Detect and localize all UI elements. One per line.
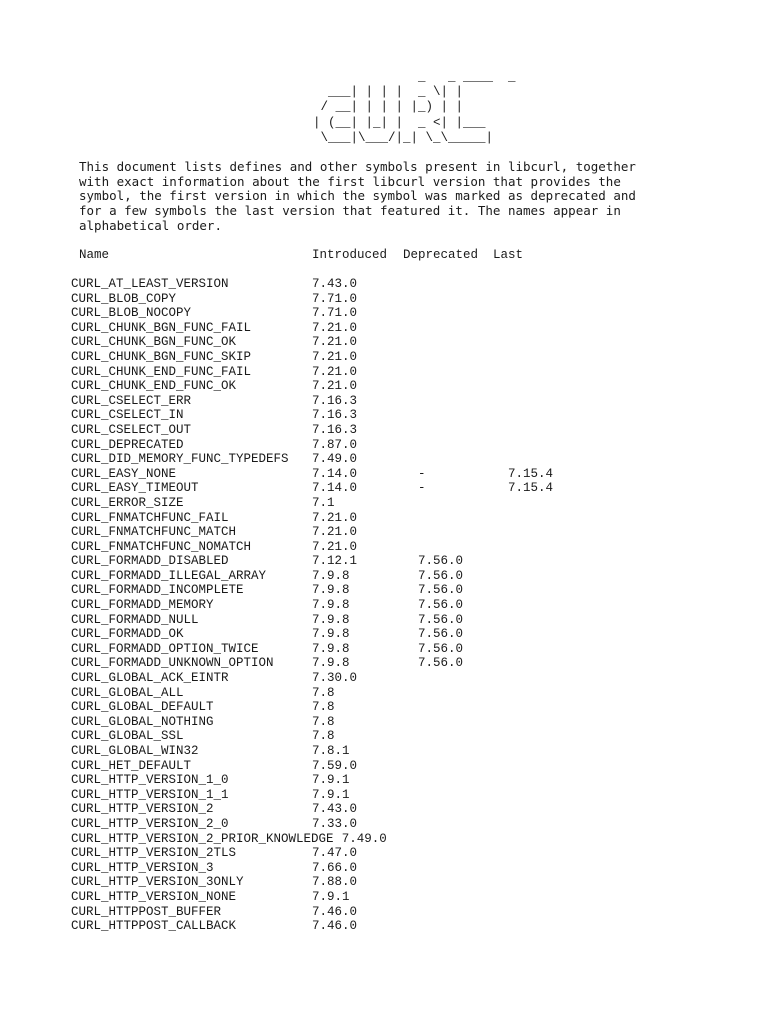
symbol-introduced: 7.43.0 [312, 277, 358, 291]
symbol-deprecated: 7.56.0 [418, 627, 464, 642]
symbol-name: CURL_HTTP_VERSION_2TLS [71, 846, 237, 861]
symbol-introduced: 7.14.0 [312, 466, 358, 481]
symbol-name: CURL_FORMADD_ILLEGAL_ARRAY [71, 568, 267, 583]
symbol-name: CURL_CSELECT_IN [71, 408, 184, 423]
symbol-introduced: 7.9.1 [312, 773, 350, 788]
symbol-name: CURL_AT_LEAST_VERSION [71, 277, 229, 291]
symbol-introduced: 7.71.0 [312, 291, 358, 306]
symbol-name: CURL_CHUNK_BGN_FUNC_FAIL [71, 320, 252, 335]
symbol-name: CURL_FORMADD_UNKNOWN_OPTION [71, 656, 274, 671]
symbol-name: CURL_GLOBAL_DEFAULT [71, 700, 214, 715]
symbol-introduced: 7.66.0 [312, 860, 358, 875]
symbol-name: CURL_HTTP_VERSION_1_0 [71, 773, 229, 788]
curl-ascii-logo: _ _ ____ _ ___| | | | _ \| | / __| | | | |_) | | | (__| |_| | _ <| |___ \___|\___/|_| \_\_____| [313, 70, 516, 145]
column-header-introduced: Introduced [312, 248, 388, 262]
symbol-name: CURL_HTTPPOST_BUFFER [71, 904, 222, 919]
symbol-name: CURL_FORMADD_OK [71, 627, 184, 642]
symbol-introduced: 7.21.0 [312, 364, 358, 379]
symbol-name: CURL_EASY_TIMEOUT [71, 481, 199, 496]
symbol-name: CURL_CSELECT_OUT [71, 422, 192, 437]
symbol-introduced: 7.49.0 [312, 452, 358, 467]
symbol-deprecated: - [418, 481, 426, 496]
symbol-name: CURL_BLOB_COPY [71, 291, 177, 306]
symbol-introduced: 7.9.1 [312, 787, 350, 802]
symbol-name: CURL_GLOBAL_WIN32 [71, 744, 199, 758]
symbol-name: CURL_GLOBAL_ACK_EINTR [71, 671, 229, 686]
symbol-introduced: 7.46.0 [312, 904, 358, 919]
symbol-name: CURL_HTTP_VERSION_NONE [71, 889, 237, 904]
symbol-introduced: 7.9.1 [312, 889, 350, 904]
symbol-name: CURL_CHUNK_END_FUNC_OK [71, 379, 237, 394]
symbol-name: CURL_GLOBAL_SSL [71, 729, 184, 744]
symbol-name: CURL_HTTP_VERSION_3ONLY [71, 875, 244, 890]
symbol-introduced: 7.8 [312, 685, 335, 700]
symbol-introduced: 7.8 [312, 700, 335, 715]
symbol-deprecated: - [418, 466, 426, 481]
symbol-name: CURL_BLOB_NOCOPY [71, 306, 192, 321]
symbol-deprecated: 7.56.0 [418, 554, 464, 569]
symbol-last: 7.15.4 [508, 466, 554, 481]
symbol-introduced: 7.49.0 [341, 831, 387, 846]
symbol-introduced: 7.16.3 [312, 408, 358, 423]
symbol-name: CURL_CHUNK_BGN_FUNC_SKIP [71, 349, 252, 364]
symbol-introduced: 7.46.0 [312, 919, 358, 934]
symbol-introduced: 7.21.0 [312, 349, 358, 364]
symbol-introduced: 7.16.3 [312, 422, 358, 437]
symbol-introduced: 7.43.0 [312, 802, 358, 817]
symbol-name: CURL_HET_DEFAULT [71, 758, 192, 773]
symbol-name: CURL_CSELECT_ERR [71, 393, 192, 408]
symbol-introduced: 7.87.0 [312, 437, 358, 452]
symbol-name: CURL_GLOBAL_NOTHING [71, 714, 214, 729]
symbol-name: CURL_FNMATCHFUNC_MATCH [71, 525, 237, 540]
symbol-name: CURL_FNMATCHFUNC_NOMATCH [71, 539, 252, 554]
symbol-name: CURL_ERROR_SIZE [71, 495, 184, 510]
symbol-introduced: 7.12.1 [312, 554, 358, 569]
column-header-last: Last [493, 248, 524, 262]
symbol-introduced: 7.21.0 [312, 320, 358, 335]
column-header-deprecated: Deprecated [403, 248, 479, 262]
symbol-introduced: 7.21.0 [312, 525, 358, 540]
symbol-introduced: 7.8 [312, 714, 335, 729]
symbol-introduced: 7.9.8 [312, 568, 350, 583]
symbol-introduced: 7.1 [312, 495, 335, 510]
symbol-deprecated: 7.56.0 [418, 568, 464, 583]
symbol-name: CURL_FORMADD_OPTION_TWICE [71, 641, 259, 656]
symbol-name: CURL_HTTP_VERSION_3 [71, 860, 214, 875]
symbol-introduced: 7.8 [312, 729, 335, 744]
symbol-introduced: 7.14.0 [312, 481, 358, 496]
symbol-name: CURL_HTTP_VERSION_2_0 [71, 816, 229, 831]
symbol-last: 7.15.4 [508, 481, 554, 496]
symbol-introduced: 7.16.3 [312, 393, 358, 408]
column-header-name: Name [79, 248, 110, 262]
symbol-introduced: 7.9.8 [312, 612, 350, 627]
symbol-name: CURL_CHUNK_BGN_FUNC_OK [71, 335, 237, 350]
symbol-name: CURL_DID_MEMORY_FUNC_TYPEDEFS [71, 452, 289, 467]
symbol-introduced: 7.9.8 [312, 598, 350, 613]
symbol-introduced: 7.71.0 [312, 306, 358, 321]
symbol-name: CURL_HTTP_VERSION_2_PRIOR_KNOWLEDGE [71, 831, 334, 846]
symbol-introduced: 7.21.0 [312, 379, 358, 394]
symbol-deprecated: 7.56.0 [418, 598, 464, 613]
symbol-name: CURL_FORMADD_MEMORY [71, 598, 214, 613]
symbol-introduced: 7.8.1 [312, 744, 350, 758]
symbol-introduced: 7.21.0 [312, 539, 358, 554]
symbol-introduced: 7.9.8 [312, 583, 350, 598]
symbol-name: CURL_DEPRECATED [71, 437, 184, 452]
symbol-introduced: 7.9.8 [312, 627, 350, 642]
symbol-introduced: 7.9.8 [312, 641, 350, 656]
symbol-introduced: 7.21.0 [312, 335, 358, 350]
symbol-deprecated: 7.56.0 [418, 656, 464, 671]
symbol-name: CURL_HTTP_VERSION_2 [71, 802, 214, 817]
table-header [0, 248, 524, 263]
symbol-name: CURL_FORMADD_NULL [71, 612, 199, 627]
symbol-introduced: 7.47.0 [312, 846, 358, 861]
symbol-name: CURL_FORMADD_INCOMPLETE [71, 583, 244, 598]
symbol-introduced: 7.21.0 [312, 510, 358, 525]
symbol-introduced: 7.33.0 [312, 816, 358, 831]
intro-paragraph: This document lists defines and other symbols present in libcurl, together with exact information about the first libcurl version that provides the symbol, the first version in which the symbol was marked as deprecated and for a few symbols the last version that featured it. The names appear in alphabetical order. [79, 159, 636, 233]
symbol-introduced: 7.59.0 [312, 758, 358, 773]
symbol-introduced: 7.88.0 [312, 875, 358, 890]
symbol-name: CURL_HTTPPOST_CALLBACK [71, 919, 237, 934]
symbol-name: CURL_FNMATCHFUNC_FAIL [71, 510, 229, 525]
symbol-name: CURL_HTTP_VERSION_1_1 [71, 787, 229, 802]
symbol-deprecated: 7.56.0 [418, 641, 464, 656]
symbol-name: CURL_EASY_NONE [71, 466, 177, 481]
symbol-name: CURL_FORMADD_DISABLED [71, 554, 229, 569]
symbol-introduced: 7.30.0 [312, 671, 358, 686]
symbol-name: CURL_CHUNK_END_FUNC_FAIL [71, 364, 252, 379]
symbol-introduced: 7.9.8 [312, 656, 350, 671]
symbol-deprecated: 7.56.0 [418, 583, 464, 598]
symbol-name: CURL_GLOBAL_ALL [71, 685, 184, 700]
symbol-deprecated: 7.56.0 [418, 612, 464, 627]
